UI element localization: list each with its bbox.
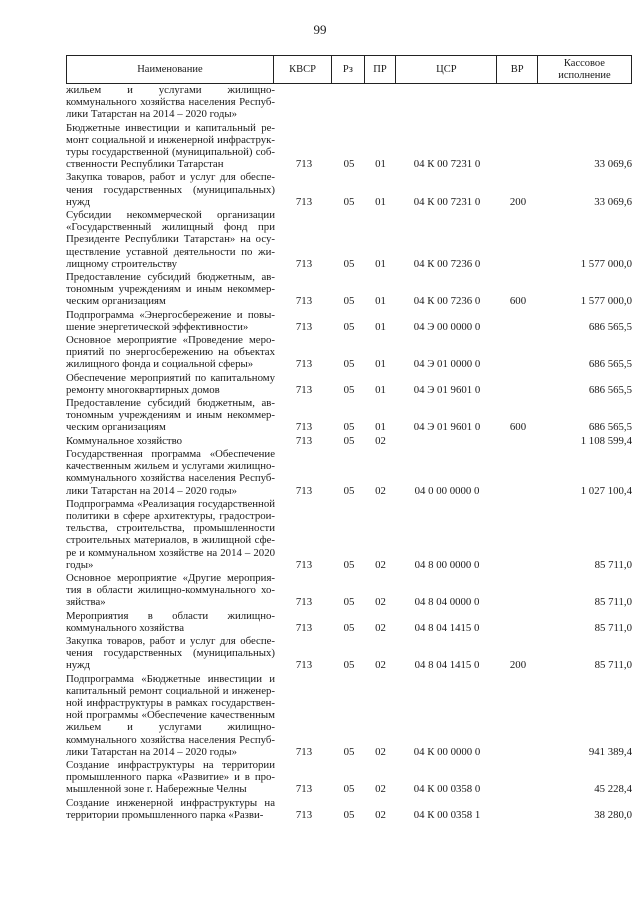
row-amount: 1 577 000,0 [580, 257, 632, 270]
row-pr: 02 [375, 621, 386, 634]
row-name-line: приятий по энергосбережению на объектах [66, 346, 275, 359]
row-amount: 33 069,6 [594, 195, 632, 208]
row-csr: 04 0 00 0000 0 [414, 484, 480, 497]
row-name-line: строительных материалов, в жилищной сфе- [66, 534, 275, 547]
row-name-line: коммунального хозяйства населения Респуб- [66, 96, 275, 109]
row-amount: 33 069,6 [594, 158, 632, 171]
row-pr: 01 [375, 383, 386, 396]
row-csr: 04 К 00 7236 0 [413, 295, 481, 308]
row-name-line: ческим организациям [66, 421, 166, 434]
header-csr: ЦСР [396, 56, 497, 84]
row-name [66, 309, 275, 333]
row-name-line: ческим организациям [66, 295, 166, 308]
row-name-line: тономным учреждениям и иным некоммер- [66, 283, 275, 296]
row-name-line: годы» [66, 558, 94, 571]
row-csr: 04 К 00 7231 0 [413, 195, 481, 208]
row-name-line: Государственная программа «Обеспечение [66, 447, 275, 460]
row-pr [365, 108, 396, 120]
row-kvsr: 713 [295, 158, 313, 171]
row-pr: 02 [375, 659, 386, 672]
row-name [66, 435, 275, 447]
row-name-line: Подпрограмма «Энергосбережение и повы- [66, 308, 275, 321]
header-vr: ВР [497, 56, 537, 84]
row-name [66, 397, 275, 434]
row-kvsr: 713 [295, 257, 313, 270]
row-name-line: Обеспечение мероприятий по капитальному [66, 371, 275, 384]
row-rz: 05 [343, 659, 355, 672]
row-amount: 85 711,0 [594, 558, 632, 571]
row-kvsr: 713 [295, 358, 313, 371]
row-csr [396, 435, 498, 447]
row-name [66, 122, 275, 171]
row-csr: 04 8 04 1415 0 [414, 621, 480, 634]
row-name [66, 673, 275, 758]
row-name-line: Закупка товаров, работ и услуг для обеспе- [66, 171, 275, 184]
row-name-line: лищному строительству [66, 257, 178, 270]
table-row [66, 271, 632, 308]
row-name-line: Создание инженерной инфраструктуры на [66, 796, 275, 809]
row-name [66, 271, 275, 308]
row-pr: 02 [375, 745, 386, 758]
row-name [66, 635, 275, 672]
row-name-line: туры государственной (муниципальной) соб- [66, 146, 275, 159]
row-kvsr: 713 [295, 808, 313, 821]
row-name-line: ственности Республики Татарстан [66, 158, 224, 171]
row-rz: 05 [343, 596, 355, 609]
row-pr: 02 [375, 484, 386, 497]
row-rz: 05 [343, 808, 355, 821]
row-csr: 04 К 00 7236 0 [413, 257, 481, 270]
row-name-line: «Государственный жилищный фонд при [66, 221, 275, 234]
row-name-line: Субсидии некоммерческой организации [66, 209, 275, 222]
row-vr [498, 746, 538, 758]
row-csr: 04 Э 01 9601 0 [413, 383, 481, 396]
row-pr: 02 [375, 434, 386, 447]
row-rz: 05 [343, 558, 355, 571]
row-csr: 04 Э 01 9601 0 [413, 421, 481, 434]
row-name-line: нужд [66, 195, 90, 208]
row-amount: 1 027 100,4 [580, 484, 632, 497]
row-name-line: коммунального хозяйства населения Респуб- [66, 733, 275, 746]
row-vr: 600 [509, 421, 527, 434]
row-name-line: Основное мероприятие «Другие мероприя- [66, 571, 275, 584]
row-kvsr: 713 [295, 195, 313, 208]
table-row [66, 435, 632, 447]
row-name-line: тономным учреждениям и иным некоммер- [66, 409, 275, 422]
row-name [66, 84, 275, 121]
row-csr: 04 К 00 0358 0 [413, 783, 481, 796]
row-csr: 04 8 00 0000 0 [414, 558, 480, 571]
row-kvsr [275, 108, 333, 120]
row-name-line: лики Татарстан на 2014 – 2020 годы» [66, 745, 238, 758]
row-pr: 02 [375, 558, 386, 571]
row-name-line: тельства, строительства, промышленности [66, 522, 275, 535]
row-name-line: мышленной зоне г. Набережные Челны [66, 783, 247, 796]
row-amount [538, 108, 632, 120]
row-vr [498, 158, 538, 170]
row-pr: 01 [375, 358, 386, 371]
row-name [66, 209, 275, 270]
table-row [66, 171, 632, 208]
row-vr [498, 559, 538, 571]
row-kvsr: 713 [295, 320, 313, 333]
row-name [66, 759, 275, 796]
row-kvsr: 713 [295, 295, 313, 308]
row-pr: 02 [375, 596, 386, 609]
row-pr: 01 [375, 320, 386, 333]
row-kvsr: 713 [295, 745, 313, 758]
row-amount: 941 389,4 [588, 745, 632, 758]
row-name-line: шение энергетической эффективности» [66, 320, 249, 333]
row-name-line: ре и коммунальном хозяйстве на 2014 – 2020 [66, 546, 275, 559]
table-row [66, 797, 632, 821]
row-rz: 05 [343, 783, 355, 796]
row-name-line: Предоставление субсидий бюджетным, ав- [66, 397, 275, 410]
table-row [66, 84, 632, 121]
row-pr: 01 [375, 195, 386, 208]
row-name-line: Подпрограмма «Реализация государственной [66, 497, 275, 510]
row-pr: 02 [375, 783, 386, 796]
row-name-line: Коммунальное хозяйство [66, 434, 183, 447]
row-amount: 45 228,4 [594, 783, 632, 796]
row-name-line: Бюджетные инвестиции и капитальный ре- [66, 121, 275, 134]
row-csr: 04 8 04 1415 0 [414, 659, 480, 672]
row-pr: 01 [375, 421, 386, 434]
row-vr [498, 809, 538, 821]
row-csr: 04 8 04 0000 0 [414, 596, 480, 609]
row-amount: 1 108 599,4 [580, 434, 632, 447]
header-pr: ПР [364, 56, 396, 84]
row-kvsr: 713 [295, 421, 313, 434]
row-name [66, 572, 275, 609]
row-name-line: промышленного парка «Развитие» и в про- [66, 771, 275, 784]
row-name-line: Основное мероприятие «Проведение меро- [66, 334, 275, 347]
row-amount: 1 577 000,0 [580, 295, 632, 308]
row-pr: 02 [375, 808, 386, 821]
row-csr: 04 Э 00 0000 0 [413, 320, 481, 333]
row-name-line: Создание инфраструктуры на территории [66, 758, 275, 771]
row-name-line: чения государственных (муниципальных) [66, 183, 275, 196]
row-vr [498, 783, 538, 795]
table-row [66, 572, 632, 609]
row-amount: 38 280,0 [594, 808, 632, 821]
row-rz: 05 [343, 745, 355, 758]
table-header [66, 55, 632, 84]
row-name-line: жилищного фонда и социальной сферы» [66, 358, 254, 371]
table-row [66, 759, 632, 796]
row-name [66, 171, 275, 208]
row-name-line: ной инфраструктуры в рамках государствен- [66, 696, 275, 709]
row-vr [498, 435, 538, 447]
row-rz: 05 [343, 434, 355, 447]
header-rz: Рз [332, 56, 365, 84]
row-rz: 05 [343, 295, 355, 308]
row-pr: 01 [375, 158, 386, 171]
row-amount: 85 711,0 [594, 659, 632, 672]
row-csr [396, 108, 498, 120]
row-name-line: ремонту многоквартирных домов [66, 383, 220, 396]
row-name-line: лики Татарстан на 2014 – 2020 годы» [66, 108, 238, 121]
row-kvsr: 713 [295, 596, 313, 609]
row-rz: 05 [343, 257, 355, 270]
row-rz: 05 [343, 621, 355, 634]
row-name-line: жильем и услугами жилищно- [66, 721, 275, 734]
table-row [66, 372, 632, 396]
table-row [66, 122, 632, 171]
table-row [66, 498, 632, 571]
row-name-line: чения государственных (муниципальных) [66, 647, 275, 660]
row-vr: 200 [509, 195, 527, 208]
row-name-line: монт социальной и инженерной инфраструк- [66, 133, 275, 146]
row-amount: 686 565,5 [588, 320, 632, 333]
row-kvsr: 713 [295, 558, 313, 571]
row-amount: 85 711,0 [594, 621, 632, 634]
row-vr [498, 596, 538, 608]
row-kvsr: 713 [295, 484, 313, 497]
row-rz: 05 [343, 158, 355, 171]
table-body [66, 84, 632, 822]
row-vr: 200 [509, 659, 527, 672]
row-csr: 04 К 00 0358 1 [413, 808, 481, 821]
row-name-line: территории промышленного парка «Разви- [66, 808, 264, 821]
row-rz: 05 [343, 195, 355, 208]
row-name-line: коммунального хозяйства населения Респуб- [66, 472, 275, 485]
row-amount: 85 711,0 [594, 596, 632, 609]
row-vr: 600 [509, 295, 527, 308]
row-kvsr: 713 [295, 659, 313, 672]
row-rz: 05 [343, 383, 355, 396]
table-row [66, 209, 632, 270]
row-kvsr: 713 [295, 621, 313, 634]
page-number: 99 [313, 22, 327, 37]
row-amount: 686 565,5 [588, 383, 632, 396]
row-pr: 01 [375, 295, 386, 308]
header-amount: Кассовое исполнение [537, 56, 631, 84]
row-csr: 04 К 00 7231 0 [413, 158, 481, 171]
row-name-line: Закупка товаров, работ и услуг для обеспе- [66, 634, 275, 647]
row-name [66, 797, 275, 821]
row-csr: 04 Э 01 0000 0 [413, 358, 481, 371]
row-name [66, 448, 275, 497]
row-name-line: политики в сфере архитектуры, градострои- [66, 509, 275, 522]
row-name-line: нужд [66, 659, 90, 672]
row-name-line: капитальный ремонт социальной и инженер- [66, 684, 275, 697]
table-row [66, 309, 632, 333]
row-name [66, 610, 275, 634]
row-name [66, 498, 275, 571]
row-name [66, 334, 275, 371]
row-name-line: Президенте Республики Татарстан» на осу- [66, 233, 275, 246]
row-vr [498, 108, 538, 120]
row-rz: 05 [343, 421, 355, 434]
row-rz: 05 [343, 320, 355, 333]
row-name-line: качественным жильем и услугами жилищно- [66, 460, 275, 473]
row-name-line: жильем и услугами жилищно- [66, 84, 275, 96]
header-name: Наименование [67, 56, 274, 84]
table-row [66, 610, 632, 634]
row-kvsr: 713 [295, 783, 313, 796]
row-rz: 05 [343, 358, 355, 371]
row-rz: 05 [343, 484, 355, 497]
row-name-line: лики Татарстан на 2014 – 2020 годы» [66, 484, 238, 497]
table-row [66, 448, 632, 497]
row-vr [498, 358, 538, 370]
row-name-line: Мероприятия в области жилищно- [66, 609, 275, 622]
row-name-line: зяйства» [66, 596, 106, 609]
row-name-line: ной программы «Обеспечение качественным [66, 709, 275, 722]
row-name-line: Подпрограмма «Бюджетные инвестиции и [66, 672, 275, 685]
row-kvsr: 713 [295, 383, 313, 396]
row-amount: 686 565,5 [588, 421, 632, 434]
row-name [66, 372, 275, 396]
row-kvsr: 713 [295, 434, 313, 447]
row-csr: 04 К 00 0000 0 [413, 745, 481, 758]
row-name-line: тия в области жилищно-коммунального хо- [66, 584, 275, 597]
row-vr [498, 485, 538, 497]
row-name-line: коммунального хозяйства [66, 621, 185, 634]
table-row [66, 334, 632, 371]
table-row [66, 397, 632, 434]
row-vr [498, 622, 538, 634]
row-rz [333, 108, 365, 120]
table-row [66, 673, 632, 758]
row-vr [498, 384, 538, 396]
row-name-line: Предоставление субсидий бюджетным, ав- [66, 271, 275, 284]
row-vr [498, 258, 538, 270]
row-vr [498, 321, 538, 333]
table-row [66, 635, 632, 672]
header-kvsr: КВСР [273, 56, 331, 84]
row-pr: 01 [375, 257, 386, 270]
row-name-line: ществление уставной деятельности по жи- [66, 245, 275, 258]
row-amount: 686 565,5 [588, 358, 632, 371]
